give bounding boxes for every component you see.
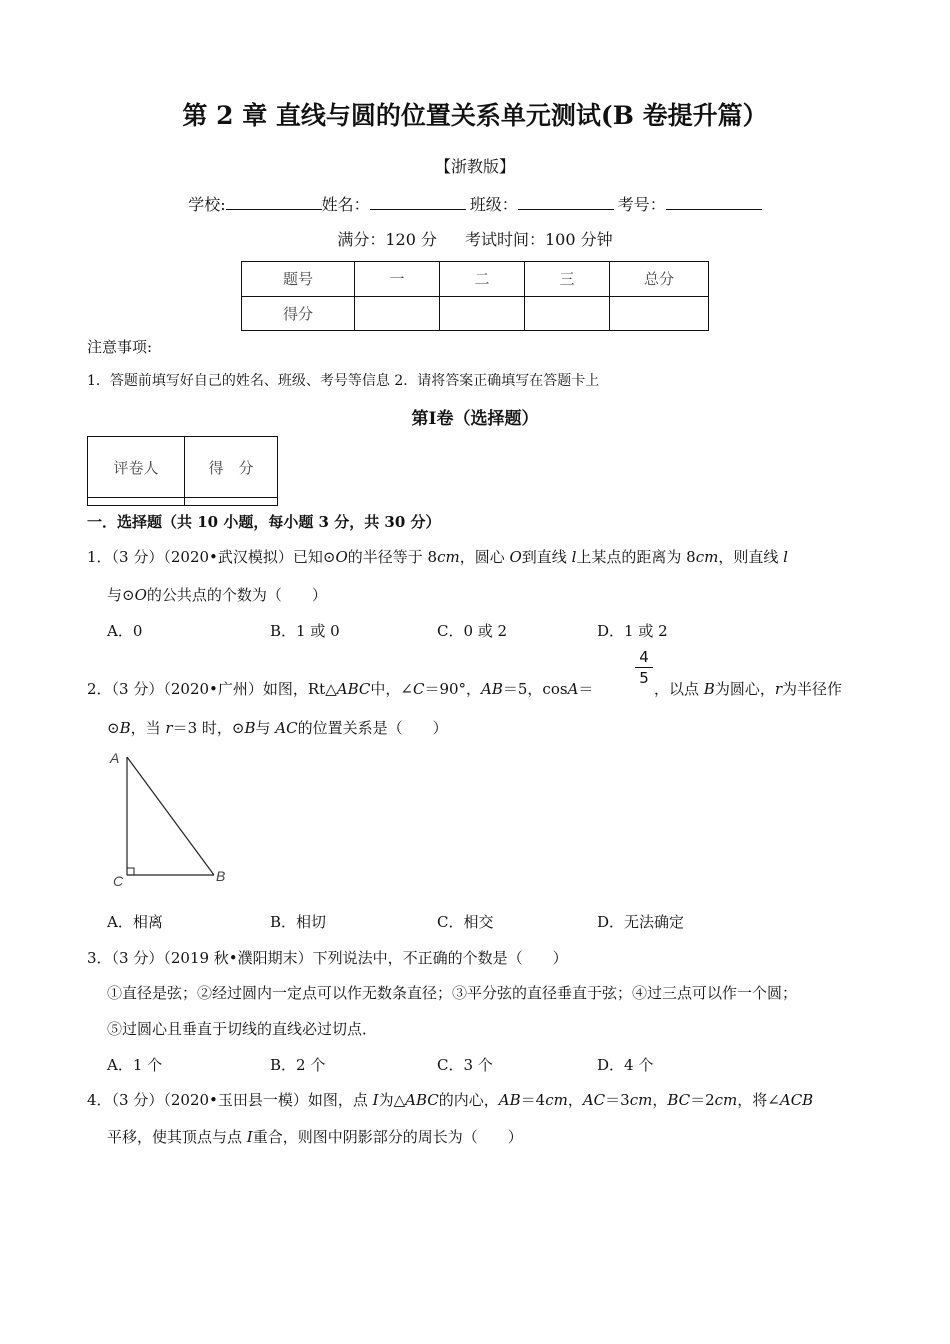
score-table-header: 题号 <box>242 262 355 297</box>
question-text: ，当 <box>130 719 166 737</box>
score-cell[interactable] <box>185 498 278 506</box>
math-var: AC <box>582 1091 606 1109</box>
math-var: l <box>783 548 788 566</box>
question-1-line-2 <box>107 584 327 605</box>
question-text: （3 分）（2019 秋•濮阳期末）下列说法中，不正确的个数是（ ） <box>111 949 568 967</box>
math-var: AB <box>498 1091 521 1109</box>
math-var: O <box>509 548 522 566</box>
score-table-header-row <box>242 262 709 297</box>
math-var: BC <box>667 1091 691 1109</box>
math-var: ABC <box>336 680 371 698</box>
option-c[interactable]: C．0 或 2 <box>437 622 508 640</box>
option-c[interactable]: C．3 个 <box>437 1056 493 1074</box>
fraction-denominator: 5 <box>639 669 649 687</box>
notes-text: 1．答题前填写好自己的姓名、班级、考号等信息 2．请将答案正确填写在答题卡上 <box>87 373 600 389</box>
fraction-numerator: 4 <box>639 648 649 666</box>
question-text: 重合，则图中阴影部分的周长为（ ） <box>252 1128 523 1146</box>
question-number: 4． <box>87 1091 112 1109</box>
question-text: 的内心， <box>438 1091 499 1109</box>
class-label: 班级： <box>469 195 518 214</box>
fraction-bar <box>635 667 653 668</box>
question-text: ＝2 <box>690 1091 715 1109</box>
question-text: （3 分）（2020•武汉模拟）已知⊙ <box>111 548 336 566</box>
question-text: ⊙ <box>107 719 120 737</box>
math-var: A <box>567 680 579 698</box>
school-label: 学校: <box>188 195 226 214</box>
score-row-label: 得分 <box>242 296 355 331</box>
math-var: O <box>335 548 348 566</box>
vertex-label-a: A <box>110 750 120 766</box>
score-table <box>241 261 709 331</box>
score-table-header: 三 <box>525 262 610 297</box>
question-2-line-1-end <box>654 678 842 699</box>
question-text: 与 <box>255 719 276 737</box>
question-3-line-2: ①直径是弦；②经过圆内一定点可以作无数条直径；③平分弦的直径垂直于弦；④过三点可以作一个圆； <box>107 984 798 1002</box>
question-text: 中，∠ <box>370 680 413 698</box>
notes-heading: 注意事项: <box>87 338 153 356</box>
option-b[interactable]: B．1 或 0 <box>270 622 340 640</box>
question-text: 的公共点的个数为（ ） <box>146 586 327 604</box>
exam-time: 考试时间：100 分钟 <box>465 230 613 249</box>
question-text: 的半径等于 8 <box>347 548 438 566</box>
question-4-line-2 <box>107 1126 523 1147</box>
question-text: ，圆心 <box>459 548 510 566</box>
question-2-line-1 <box>87 678 593 699</box>
name-label: 姓名： <box>321 195 370 214</box>
option-b[interactable]: B．2 个 <box>270 1056 326 1074</box>
question-3-line-3: ⑤过圆心且垂直于切线的直线必过切点． <box>107 1020 378 1038</box>
option-d[interactable]: D．1 或 2 <box>597 622 668 640</box>
math-var: r <box>165 719 173 737</box>
fraction-four-fifths <box>635 648 653 687</box>
question-text: ，以点 <box>654 680 704 698</box>
triangle-figure <box>100 745 240 895</box>
math-var: I <box>372 1091 379 1109</box>
name-blank <box>370 195 466 210</box>
question-text: ＝3 <box>605 1091 630 1109</box>
score-table-header: 一 <box>355 262 440 297</box>
question-text: ＝90°， <box>424 680 482 698</box>
math-unit: cm <box>714 1091 738 1109</box>
score-col: 得 分 <box>185 437 278 498</box>
math-var: O <box>134 586 147 604</box>
question-text: 平移，使其顶点与点 <box>107 1128 247 1146</box>
math-var: ACB <box>779 1091 814 1109</box>
right-angle-mark <box>127 868 134 875</box>
question-text: ＝ <box>578 680 594 698</box>
question-1-line-1 <box>87 546 788 567</box>
math-var: B <box>244 719 256 737</box>
math-var: B <box>119 719 131 737</box>
math-var: r <box>774 680 782 698</box>
score-cell[interactable] <box>440 296 525 331</box>
question-text: 为圆心， <box>714 680 775 698</box>
math-unit: cm <box>437 548 460 566</box>
question-text: 的位置关系是（ ） <box>297 719 448 737</box>
vertex-label-c: C <box>113 873 124 889</box>
edition-label: 【浙教版】 <box>434 157 515 176</box>
grader-table-header-row <box>88 437 278 498</box>
number-label: 考号： <box>617 195 666 214</box>
math-var: B <box>703 680 715 698</box>
math-var: I <box>246 1128 253 1146</box>
score-table-header: 总分 <box>610 262 709 297</box>
score-cell[interactable] <box>610 296 709 331</box>
question-text: （3 分）（2020•广州）如图，Rt△ <box>111 680 337 698</box>
question-number: 3． <box>87 949 112 967</box>
exam-info <box>0 227 950 250</box>
grader-table <box>87 436 278 506</box>
question-text: 到直线 <box>521 548 572 566</box>
question-text: ， <box>652 1091 668 1109</box>
score-cell[interactable] <box>355 296 440 331</box>
math-unit: cm <box>629 1091 653 1109</box>
option-b[interactable]: B．相切 <box>270 913 327 931</box>
option-a[interactable]: A．相离 <box>107 913 163 931</box>
grader-table-row <box>88 498 278 506</box>
question-text: ，则直线 <box>718 548 784 566</box>
grader-cell[interactable] <box>88 498 185 506</box>
question-text: 为△ <box>378 1091 406 1109</box>
full-score: 满分：120 分 <box>337 230 437 249</box>
option-c[interactable]: C．相交 <box>437 913 494 931</box>
math-var: ABC <box>405 1091 439 1109</box>
math-unit: cm <box>695 548 719 566</box>
student-info-fields <box>0 192 950 215</box>
question-text: ，将∠ <box>737 1091 780 1109</box>
question-3-line-1 <box>87 947 568 968</box>
question-text: ＝4 <box>520 1091 546 1109</box>
math-var: AB <box>481 680 503 698</box>
question-text: ＝3 时，⊙ <box>172 719 245 737</box>
number-blank <box>666 195 762 210</box>
option-d[interactable]: D．4 个 <box>597 1056 654 1074</box>
math-var: C <box>412 680 425 698</box>
math-var: l <box>571 548 577 566</box>
school-blank <box>226 195 322 210</box>
question-text: 与⊙ <box>107 586 135 604</box>
vertex-label-b: B <box>216 868 226 884</box>
question-4-line-1 <box>87 1089 813 1110</box>
page-title: 第 2 章 直线与圆的位置关系单元测试(B 卷提升篇） <box>182 101 768 130</box>
option-a[interactable]: A．0 <box>107 622 143 640</box>
question-number: 2． <box>87 680 112 698</box>
question-text: 为半径作 <box>782 680 843 698</box>
class-blank <box>518 195 614 210</box>
math-unit: cm <box>545 1091 568 1109</box>
part-heading: 一．选择题（共 10 小题，每小题 3 分，共 30 分） <box>87 513 441 531</box>
question-2-line-2 <box>107 717 448 738</box>
option-d[interactable]: D．无法确定 <box>597 913 685 931</box>
question-text: ＝5，cos <box>502 680 568 698</box>
score-cell[interactable] <box>525 296 610 331</box>
score-table-header: 二 <box>440 262 525 297</box>
side-ab <box>127 757 214 875</box>
question-text: 上某点的距离为 8 <box>576 548 696 566</box>
score-table-row <box>242 296 709 331</box>
question-number: 1． <box>87 548 112 566</box>
math-var: AC <box>275 719 298 737</box>
section-title: 第Ⅰ卷（选择题） <box>411 409 539 429</box>
option-a[interactable]: A．1 个 <box>107 1056 163 1074</box>
question-text: ， <box>567 1091 583 1109</box>
question-text: （3 分）（2020•玉田县一模）如图，点 <box>111 1091 373 1109</box>
grader-col: 评卷人 <box>88 437 185 498</box>
